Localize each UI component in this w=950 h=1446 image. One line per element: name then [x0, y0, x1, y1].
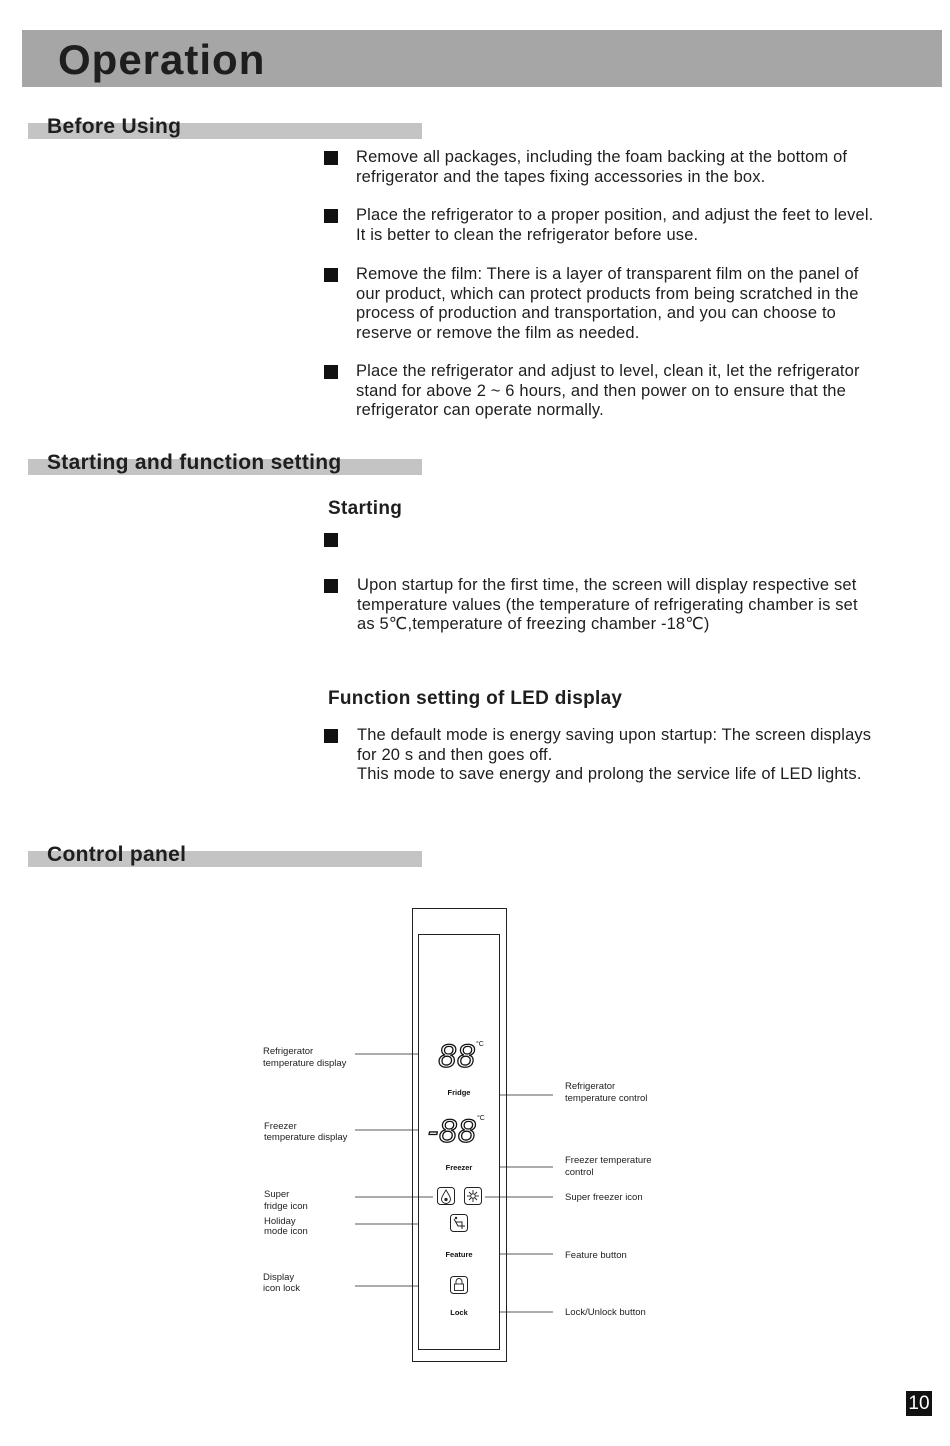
lock-icon — [451, 1277, 468, 1294]
callout-lock-icon-line1: Display — [263, 1272, 295, 1283]
freezer-label[interactable]: Freezer — [445, 1163, 473, 1172]
freezer-temperature-digits: -88 — [427, 1113, 477, 1149]
fridge-label[interactable]: Fridge — [447, 1088, 471, 1097]
freezer-unit-label: °C — [477, 1115, 485, 1122]
page-title: Operation — [58, 36, 266, 83]
callout-fridge-display-line1: Refrigerator — [263, 1046, 314, 1057]
list-item-text: Place the refrigerator to a proper position, and adjust the feet to level. It is better to clean the refrigerator before use. — [356, 206, 874, 244]
section-title-before-using: Before Using — [47, 115, 182, 138]
callout-freezer-display-line1: Freezer — [264, 1121, 297, 1132]
list-item-text: Upon startup for the first time, the screen will display respective set temperature values (the temperature of refrigerating chamber is set as 5℃,temperature of freezing chamber -18℃) — [357, 576, 858, 634]
callout-holiday-line1: Holiday — [264, 1216, 296, 1227]
list-item-text: The default mode is energy saving upon startup: The screen displays for 20 s and then goes off. This mode to save energy and prolong the service life of LED lights. — [357, 726, 872, 784]
feature-label[interactable]: Feature — [445, 1250, 473, 1259]
callout-freezer-display-line2: temperature display — [264, 1132, 348, 1143]
list-item-text: Remove all packages, including the foam backing at the bottom of refrigerator and the tapes fixing accessories in the box. — [356, 148, 848, 186]
section-title-control-panel: Control panel — [47, 843, 187, 866]
callout-feature-button: Feature button — [565, 1250, 627, 1261]
callout-fridge-control-line1: Refrigerator — [565, 1081, 616, 1092]
callout-fridge-control-line2: temperature control — [565, 1093, 648, 1104]
fridge-unit-label: °C — [476, 1041, 484, 1048]
list-item-text: Place the refrigerator and adjust to level, clean it, let the refrigerator stand for above 2 ~ 6 hours, and then power on to ensure that the refrigerator can operate normally. — [356, 362, 860, 420]
holiday-mode-icon — [451, 1215, 468, 1232]
callout-lock-icon-line2: icon lock — [263, 1283, 300, 1294]
super-fridge-icon — [438, 1188, 455, 1205]
callout-freezer-control-line1: Freezer temperature — [565, 1155, 652, 1166]
subheading-starting: Starting — [328, 498, 403, 519]
callout-fridge-display-line2: temperature display — [263, 1058, 347, 1069]
section-title-starting: Starting and function setting — [47, 451, 342, 474]
lock-label[interactable]: Lock — [450, 1308, 468, 1317]
callout-lock-button: Lock/Unlock button — [565, 1307, 646, 1318]
super-freezer-icon — [465, 1188, 482, 1205]
list-item-text: Remove the film: There is a layer of transparent film on the panel of our product, which can protect products from being scratched in the process of production and transportation, and you can choose to reserve or remove the film as needed. — [356, 265, 859, 342]
callout-super-fridge-line2: fridge icon — [264, 1201, 308, 1212]
page-number: 10 — [906, 1391, 932, 1416]
fridge-temperature-digits: 88 — [438, 1038, 476, 1074]
callout-super-freezer: Super freezer icon — [565, 1192, 643, 1203]
callout-holiday-line2: mode icon — [264, 1226, 308, 1237]
subheading-function-setting: Function setting of LED display — [328, 688, 623, 709]
callout-freezer-control-line2: control — [565, 1167, 594, 1178]
callout-super-fridge-line1: Super — [264, 1189, 290, 1200]
